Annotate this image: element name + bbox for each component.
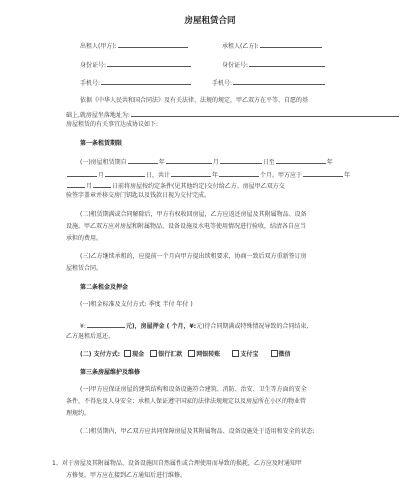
payment-option-alipay[interactable]: [232, 351, 258, 358]
text: 现金: [132, 351, 145, 358]
article-1-p3-line-1: (三)乙方继续承租的，应提前一个月向甲方提出续租要求，协商一致后双方重新签订房: [80, 253, 307, 260]
end-day-blank[interactable]: [105, 170, 145, 177]
article-3-p1-line-2: 条件，不得危及人身安全；承租人保证遵守国家的法律法规规定以及房屋所在小区的物业管: [66, 398, 307, 405]
article-3-p1-line-1: (一)甲方应保证房屋的建筑结构和设备设施符合建筑、消防、治安、卫生等方面的安全: [80, 386, 307, 393]
lessor-id-field[interactable]: [80, 60, 192, 70]
lessee-id-field[interactable]: [222, 60, 326, 70]
total-months-blank[interactable]: [219, 170, 259, 177]
lessee-phone-label: 手机号:: [212, 80, 233, 87]
lessor-id-label: 身份证号:: [80, 62, 107, 69]
checkbox-icon[interactable]: [232, 350, 239, 357]
deposit-label: 元)，房屋押金 ( 个月，¥:: [125, 323, 197, 330]
article-3-p2: (二)租赁期内，甲乙双方应共同保障房屋及其附属物品、设备设施处于适用和安全的状态:: [80, 428, 315, 435]
article-1-p1-line-4: 验签字盖章并移交房门钥匙以及钱款日视为交付完成。: [66, 192, 211, 199]
checkbox-icon[interactable]: [124, 350, 131, 357]
checkbox-icon[interactable]: [150, 350, 157, 357]
text: 日前将房屋按约定条件(见其他约定)交付给乙方。房屋甲乙双方交: [112, 183, 285, 190]
document-title: 房屋租赁合同: [184, 16, 236, 26]
lessor-label: 出租人(甲方):: [80, 43, 117, 50]
article-1-p2-line-3: 承担的费用。: [66, 235, 103, 242]
article-1-p1-line-3: [66, 181, 285, 191]
delivery-month-blank[interactable]: [67, 181, 85, 188]
text: 年: [326, 159, 333, 166]
article-3-p3-line-1: 1、对于房屋及其附属物品、设备设施因自然属性或合理使用而导致的损耗，乙方应及时通知甲: [52, 460, 302, 467]
article-2-heading: 第二条租金及押金: [80, 284, 129, 291]
article-2-p1: (一)租金标准及支付方式: 季度 半付 年付 ): [80, 301, 193, 308]
payment-option-bank[interactable]: [150, 351, 182, 358]
checkbox-icon[interactable]: [271, 350, 278, 357]
lessor-phone-field[interactable]: [80, 78, 192, 88]
rent-amount-blank[interactable]: [87, 321, 125, 328]
lessor-id-blank[interactable]: [107, 60, 191, 67]
article-3-heading: 第三条房屋维护及维修: [80, 369, 141, 376]
text: 元)待合同期满或特殊情况导致的合同结束,: [196, 323, 309, 330]
article-1-p1-line-1: [80, 157, 333, 167]
article-2-p2-line-2: 乙方退租后返还。: [66, 333, 115, 340]
payment-methods: [80, 350, 291, 359]
start-day-blank[interactable]: [220, 157, 262, 164]
lessor-phone-label: 手机号:: [80, 80, 101, 87]
article-1-p2-line-1: (二)租赁期满或合同解除后，甲方有权收回房屋，乙方应返还房屋及其附属物品、设备: [80, 211, 307, 218]
delivery-day-blank[interactable]: [93, 181, 111, 188]
end-year-blank[interactable]: [276, 157, 326, 164]
lessee-phone-blank[interactable]: [233, 78, 325, 85]
lessee-id-blank[interactable]: [249, 60, 325, 67]
text: 年: [158, 159, 165, 166]
text: 微信: [278, 351, 291, 358]
lessor-blank[interactable]: [118, 41, 188, 48]
article-3-p1-line-3: 理规约。: [66, 410, 91, 417]
text: 月: [86, 183, 93, 190]
payment-label: (二) 支付方式:: [80, 351, 120, 358]
text: (一)房屋租赁期自: [80, 159, 127, 166]
payment-option-cash[interactable]: [124, 351, 144, 358]
text: 年: [344, 172, 351, 179]
text: 年: [212, 172, 219, 179]
intro-line-1: 依据《中华人民共和国合同法》及有关法律、法规的规定，甲乙双方在平等、自愿的基: [80, 97, 309, 104]
lessee-blank[interactable]: [260, 41, 322, 48]
intro-line-2-text: 础上,就房屋坐落地址为:: [66, 112, 130, 119]
payment-option-online[interactable]: [188, 351, 220, 358]
intro-line-2: [66, 110, 400, 120]
article-3-p3-line-2: 方修复。甲方应在接到乙方通知后进行维修。: [66, 472, 187, 479]
end-month-blank[interactable]: [67, 170, 97, 177]
text: 支付宝: [240, 351, 259, 358]
text: 月: [98, 172, 105, 179]
text: 日，共计: [146, 172, 171, 179]
article-1-p3-line-2: 屋租赁合同。: [66, 265, 103, 272]
article-2-p2-line-1: [80, 321, 308, 331]
delivery-year-blank[interactable]: [303, 170, 343, 177]
text: 日至: [262, 159, 275, 166]
lessor-phone-blank[interactable]: [101, 78, 191, 85]
lessee-id-label: 身份证号:: [222, 62, 249, 69]
start-month-blank[interactable]: [166, 157, 212, 164]
text: 网银转账: [196, 351, 221, 358]
text: 个月。甲方应于: [260, 172, 303, 179]
lessee-label: 承租人(乙方):: [222, 43, 259, 50]
intro-line-3: 房屋租赁的有关事宜达成协议如下:: [66, 121, 159, 128]
text: ¥:: [80, 323, 86, 330]
payment-option-wechat[interactable]: [271, 351, 291, 358]
article-1-p2-line-2: 设施。甲乙双方应对房屋和附属物品、设备设施及水电等使用情况进行验收，结清各自应当: [66, 223, 307, 230]
article-1-p1-line-2: [66, 170, 350, 180]
address-blank[interactable]: [131, 110, 399, 117]
lessee-phone-field[interactable]: [212, 78, 326, 88]
article-1-heading: 第一条租赁期限: [80, 140, 123, 147]
checkbox-icon[interactable]: [188, 350, 195, 357]
text: 月: [212, 159, 219, 166]
lessee-field[interactable]: [222, 41, 323, 51]
lessor-field[interactable]: [80, 41, 189, 51]
start-year-blank[interactable]: [128, 157, 158, 164]
total-years-blank[interactable]: [171, 170, 211, 177]
text: 银行汇款: [158, 351, 183, 358]
